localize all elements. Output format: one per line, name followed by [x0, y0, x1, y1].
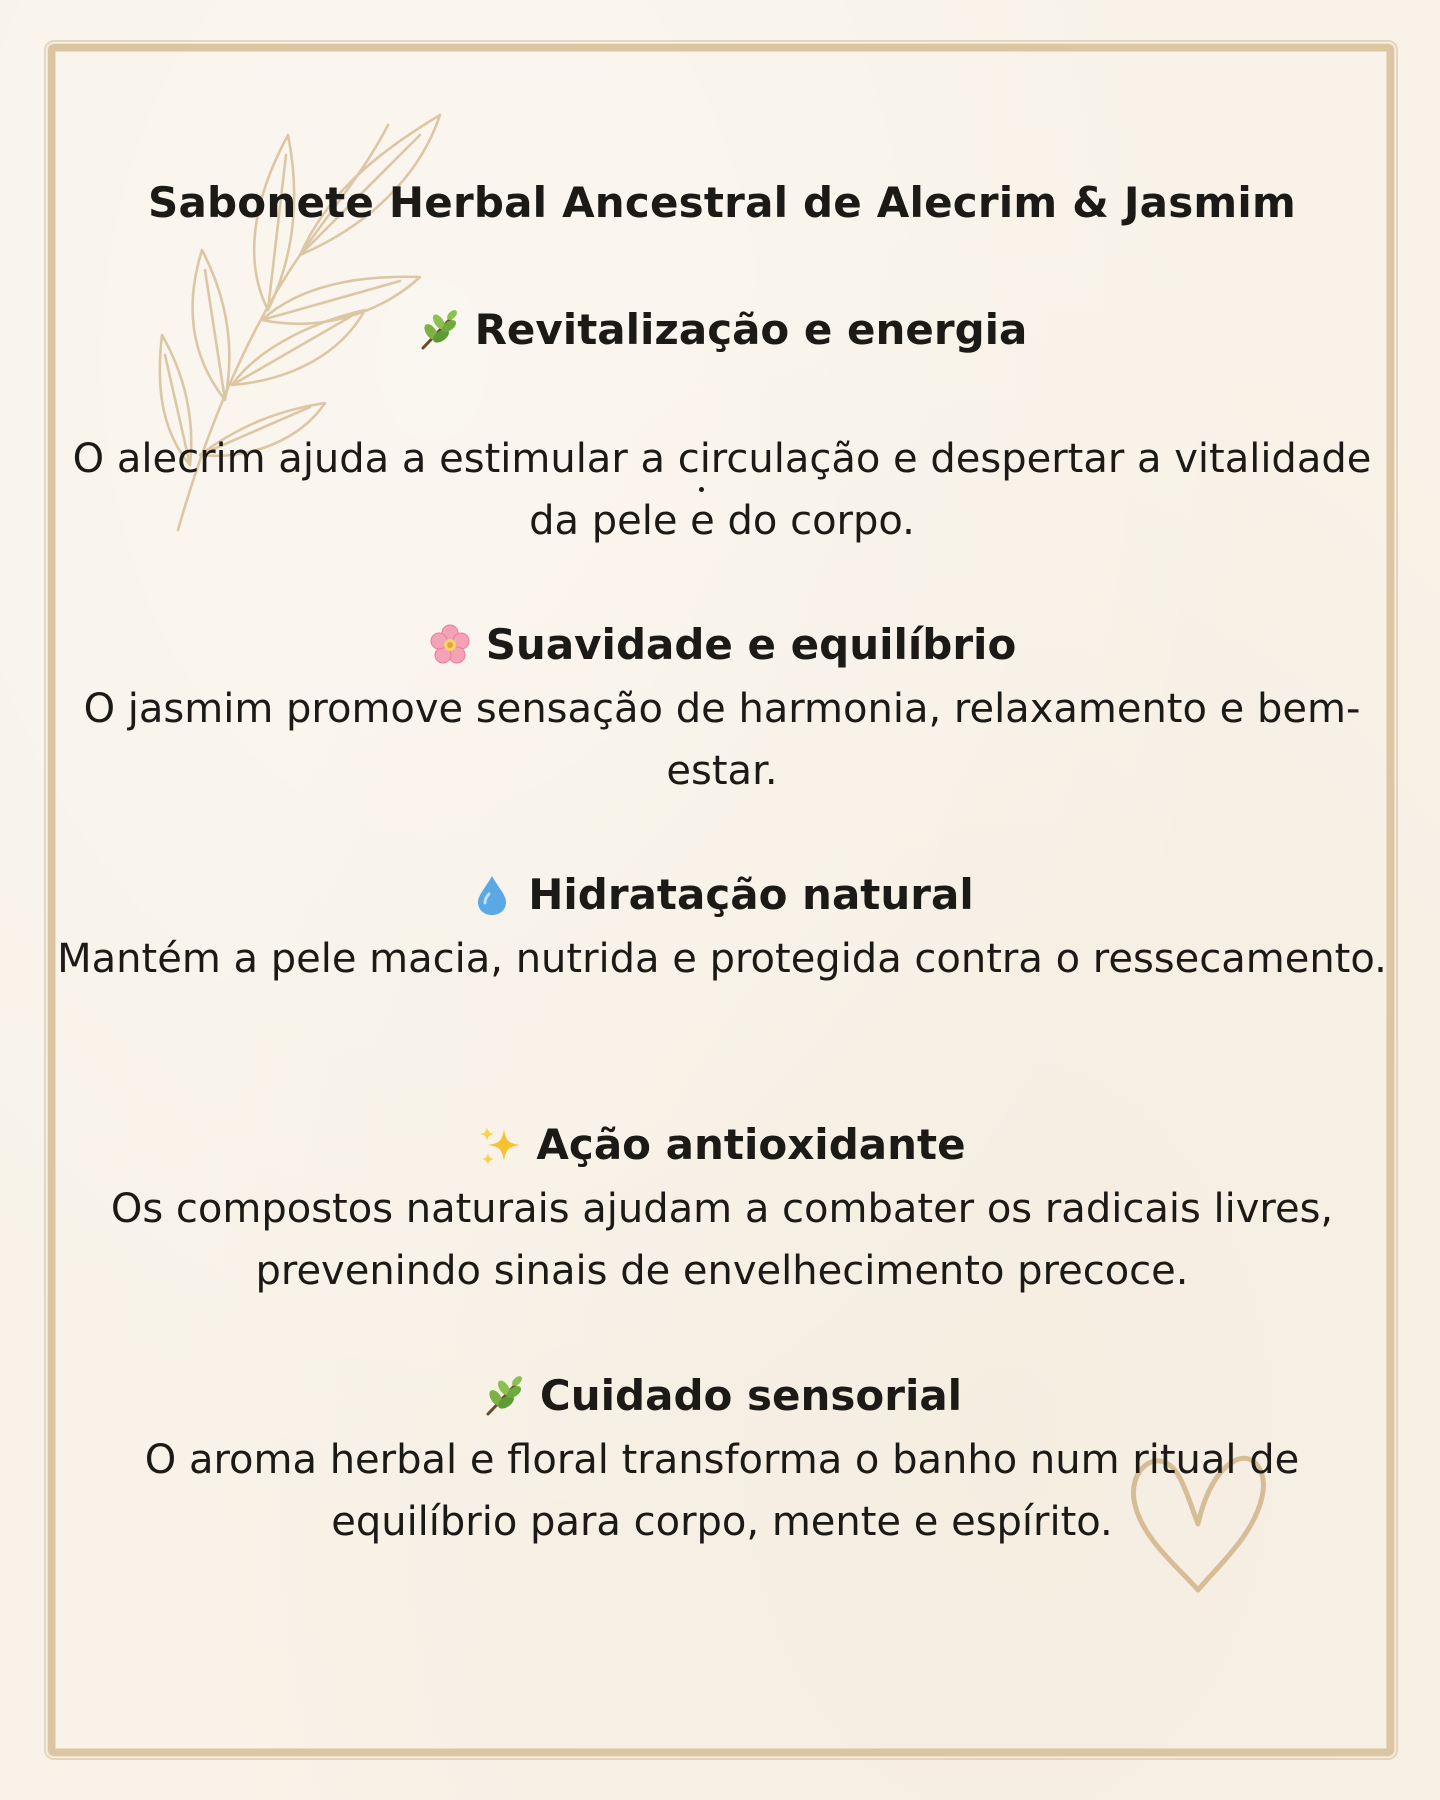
section-heading-suavidade	[56, 620, 1388, 669]
sparkles-icon	[478, 1123, 522, 1167]
section-heading-revitalizacao	[56, 305, 1388, 354]
section-heading-text: Suavidade e equilíbrio	[485, 620, 1017, 669]
section-heading-antioxidante	[56, 1120, 1388, 1169]
section-heading-text: Revitalização e energia	[474, 305, 1028, 354]
droplet-icon	[470, 873, 514, 917]
section-heading-sensorial	[56, 1371, 1388, 1420]
cherry-blossom-icon	[428, 623, 472, 667]
section-heading-hidratacao	[56, 870, 1388, 919]
page-title: Sabonete Herbal Ancestral de Alecrim & Jasmim	[148, 178, 1296, 227]
herb-icon	[417, 308, 461, 352]
herb-icon	[482, 1374, 526, 1418]
section-body-sensorial: O aroma herbal e floral transforma o banho num ritual de equilíbrio para corpo, mente e espírito.	[144, 1437, 1300, 1545]
section-body-antioxidante: Os compostos naturais ajudam a combater os radicais livres, prevenindo sinais de envelhecimento precoce.	[110, 1186, 1334, 1294]
section-body-hidratacao: Mantém a pele macia, nutrida e protegida contra o ressecamento.	[57, 936, 1387, 982]
section-heading-text: Ação antioxidante	[536, 1120, 966, 1169]
section-heading-text: Hidratação natural	[528, 870, 974, 919]
section-heading-text: Cuidado sensorial	[539, 1371, 963, 1420]
section-body-suavidade: O jasmim promove sensação de harmonia, relaxamento e bem-estar.	[83, 686, 1361, 794]
section-body-revitalizacao: O alecrim ajuda a estimular a circulação e despertar a vitalidade da pele e do corpo.	[72, 436, 1372, 544]
